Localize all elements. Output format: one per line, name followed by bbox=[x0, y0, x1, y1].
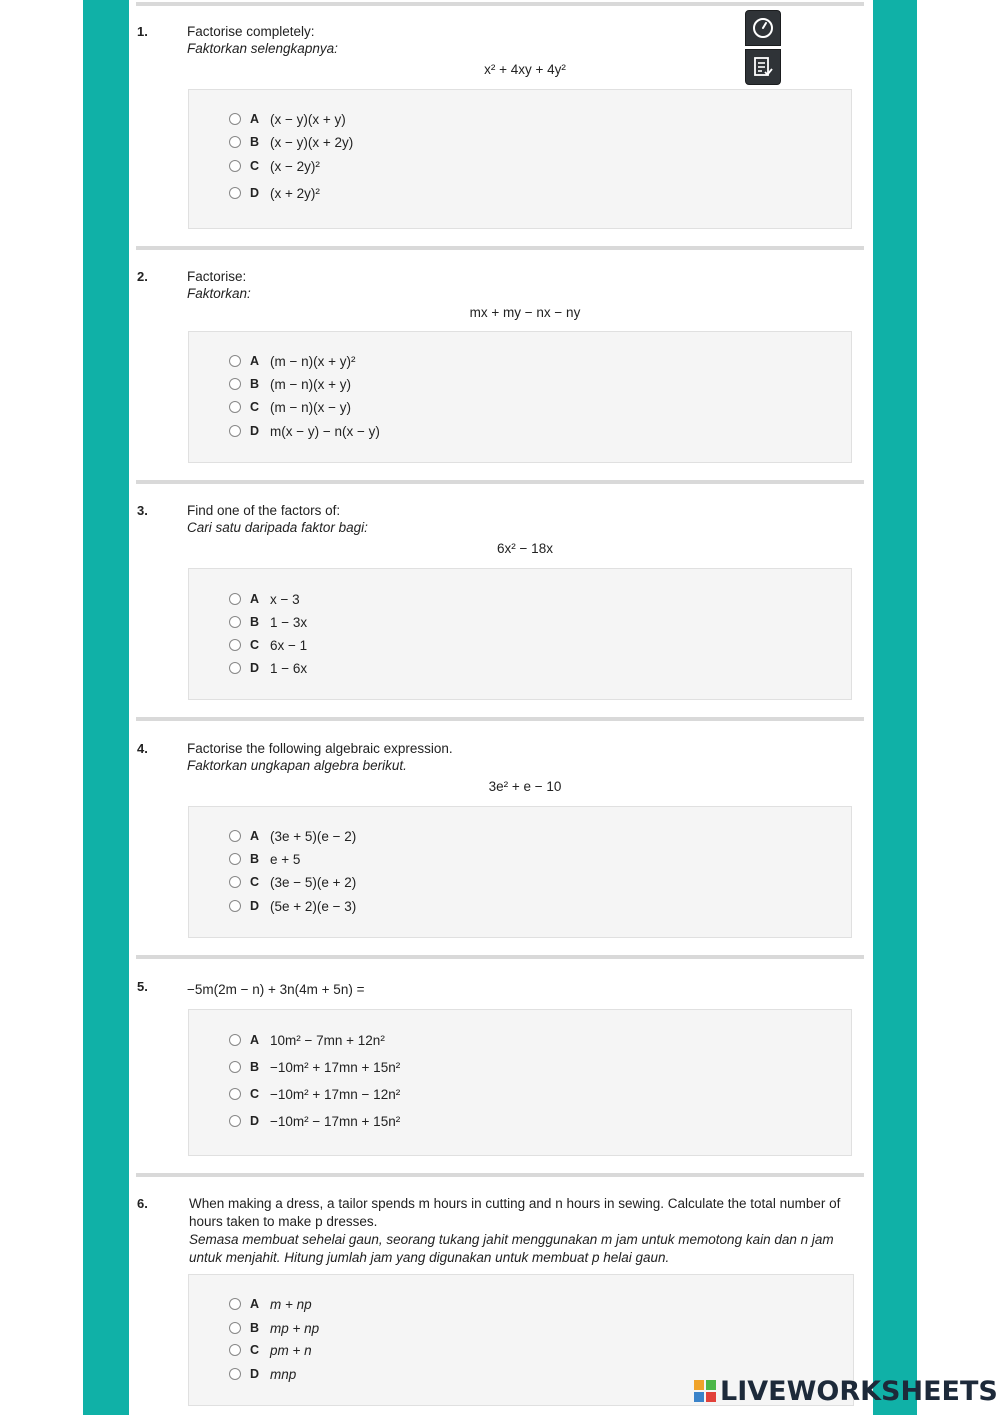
radio-button[interactable] bbox=[229, 1298, 241, 1310]
question-number: 2. bbox=[137, 269, 148, 284]
option-d[interactable]: D −10m² − 17mn + 15n² bbox=[229, 1112, 400, 1130]
options-box-5 bbox=[188, 1009, 852, 1156]
option-c[interactable]: C 6x − 1 bbox=[229, 636, 307, 654]
option-b[interactable]: B (m − n)(x + y) bbox=[229, 375, 351, 393]
separator bbox=[136, 246, 864, 250]
radio-button[interactable] bbox=[229, 187, 241, 199]
left-teal-band bbox=[83, 0, 129, 1415]
radio-button[interactable] bbox=[229, 401, 241, 413]
option-d[interactable]: D 1 − 6x bbox=[229, 659, 307, 677]
separator bbox=[136, 955, 864, 959]
radio-button[interactable] bbox=[229, 1344, 241, 1356]
question-text-en: Factorise: bbox=[187, 269, 247, 284]
options-box-1 bbox=[188, 89, 852, 229]
question-text-en: Factorise the following algebraic expression. bbox=[187, 741, 453, 756]
separator bbox=[136, 1173, 864, 1177]
options-box-3 bbox=[188, 568, 852, 700]
liveworksheets-logo-icon bbox=[693, 1379, 717, 1403]
option-a[interactable]: A (m − n)(x + y)² bbox=[229, 352, 356, 370]
radio-button[interactable] bbox=[229, 876, 241, 888]
radio-button[interactable] bbox=[229, 639, 241, 651]
brand-name: LIVEWORKSHEETS bbox=[720, 1375, 998, 1407]
radio-button[interactable] bbox=[229, 425, 241, 437]
radio-button[interactable] bbox=[229, 1115, 241, 1127]
timer-icon bbox=[751, 16, 775, 40]
option-d[interactable]: D m(x − y) − n(x − y) bbox=[229, 422, 380, 440]
question-expression: x² + 4xy + 4y² bbox=[484, 62, 566, 77]
radio-button[interactable] bbox=[229, 616, 241, 628]
radio-button[interactable] bbox=[229, 593, 241, 605]
timer-button[interactable] bbox=[745, 10, 781, 46]
radio-button[interactable] bbox=[229, 1368, 241, 1380]
option-b[interactable]: B e + 5 bbox=[229, 850, 300, 868]
radio-button[interactable] bbox=[229, 136, 241, 148]
radio-button[interactable] bbox=[229, 900, 241, 912]
question-text-en: When making a dress, a tailor spends m hours in cutting and n hours in sewing. Calculate the total number of hours taken to make p dresses. bbox=[189, 1196, 841, 1229]
question-number: 6. bbox=[137, 1196, 148, 1211]
radio-button[interactable] bbox=[229, 830, 241, 842]
option-d[interactable]: D (5e + 2)(e − 3) bbox=[229, 897, 356, 915]
question-expression: 6x² − 18x bbox=[497, 541, 553, 556]
radio-button[interactable] bbox=[229, 1034, 241, 1046]
radio-button[interactable] bbox=[229, 662, 241, 674]
question-text-ms: Faktorkan: bbox=[187, 286, 251, 301]
option-a[interactable]: A 10m² − 7mn + 12n² bbox=[229, 1031, 385, 1049]
options-box-4 bbox=[188, 806, 852, 938]
option-b[interactable]: B 1 − 3x bbox=[229, 613, 307, 631]
question-text-ms: Faktorkan ungkapan algebra berikut. bbox=[187, 758, 407, 773]
option-a[interactable]: A (3e + 5)(e − 2) bbox=[229, 827, 356, 845]
option-d[interactable]: D (x + 2y)² bbox=[229, 184, 320, 202]
option-c[interactable]: C (m − n)(x − y) bbox=[229, 398, 351, 416]
option-a[interactable]: A x − 3 bbox=[229, 590, 300, 608]
options-box-2 bbox=[188, 331, 852, 463]
question-expression: 3e² + e − 10 bbox=[488, 779, 562, 794]
option-c[interactable]: C pm + n bbox=[229, 1341, 312, 1359]
right-teal-band bbox=[873, 0, 917, 1415]
option-a[interactable]: A (x − y)(x + y) bbox=[229, 110, 346, 128]
radio-button[interactable] bbox=[229, 113, 241, 125]
option-c[interactable]: C −10m² + 17mn − 12n² bbox=[229, 1085, 400, 1103]
radio-button[interactable] bbox=[229, 1061, 241, 1073]
separator bbox=[136, 717, 864, 721]
question-text-en: Factorise completely: bbox=[187, 24, 315, 39]
option-b[interactable]: B −10m² + 17mn + 15n² bbox=[229, 1058, 400, 1076]
question-text-ms: Semasa membuat sehelai gaun, seorang tukang jahit menggunakan m jam untuk memotong kain dan n jam untuk menjahit. Hitung jumlah jam yang digunakan untuk membuat p helai gaun. bbox=[189, 1232, 834, 1265]
radio-button[interactable] bbox=[229, 1322, 241, 1334]
option-a[interactable]: A m + np bbox=[229, 1295, 312, 1313]
option-c[interactable]: C (3e − 5)(e + 2) bbox=[229, 873, 356, 891]
separator bbox=[136, 480, 864, 484]
question-expression: mx + my − nx − ny bbox=[469, 305, 581, 320]
question-number: 4. bbox=[137, 741, 148, 756]
radio-button[interactable] bbox=[229, 355, 241, 367]
radio-button[interactable] bbox=[229, 378, 241, 390]
liveworksheets-logo bbox=[693, 1374, 998, 1408]
question-number: 1. bbox=[137, 24, 148, 39]
question-number: 5. bbox=[137, 979, 148, 994]
option-d[interactable]: D mnp bbox=[229, 1365, 296, 1383]
question-text-en: −5m(2m − n) + 3n(4m + 5n) = bbox=[187, 982, 365, 997]
question-number: 3. bbox=[137, 503, 148, 518]
question-text-en: Find one of the factors of: bbox=[187, 503, 341, 518]
option-b[interactable]: B mp + np bbox=[229, 1319, 319, 1337]
question-text-ms: Cari satu daripada faktor bagi: bbox=[187, 520, 368, 535]
radio-button[interactable] bbox=[229, 1088, 241, 1100]
question-text-ms: Faktorkan selengkapnya: bbox=[187, 41, 338, 56]
radio-button[interactable] bbox=[229, 160, 241, 172]
radio-button[interactable] bbox=[229, 853, 241, 865]
option-c[interactable]: C (x − 2y)² bbox=[229, 157, 320, 175]
separator-top bbox=[136, 2, 864, 6]
option-b[interactable]: B (x − y)(x + 2y) bbox=[229, 133, 353, 151]
